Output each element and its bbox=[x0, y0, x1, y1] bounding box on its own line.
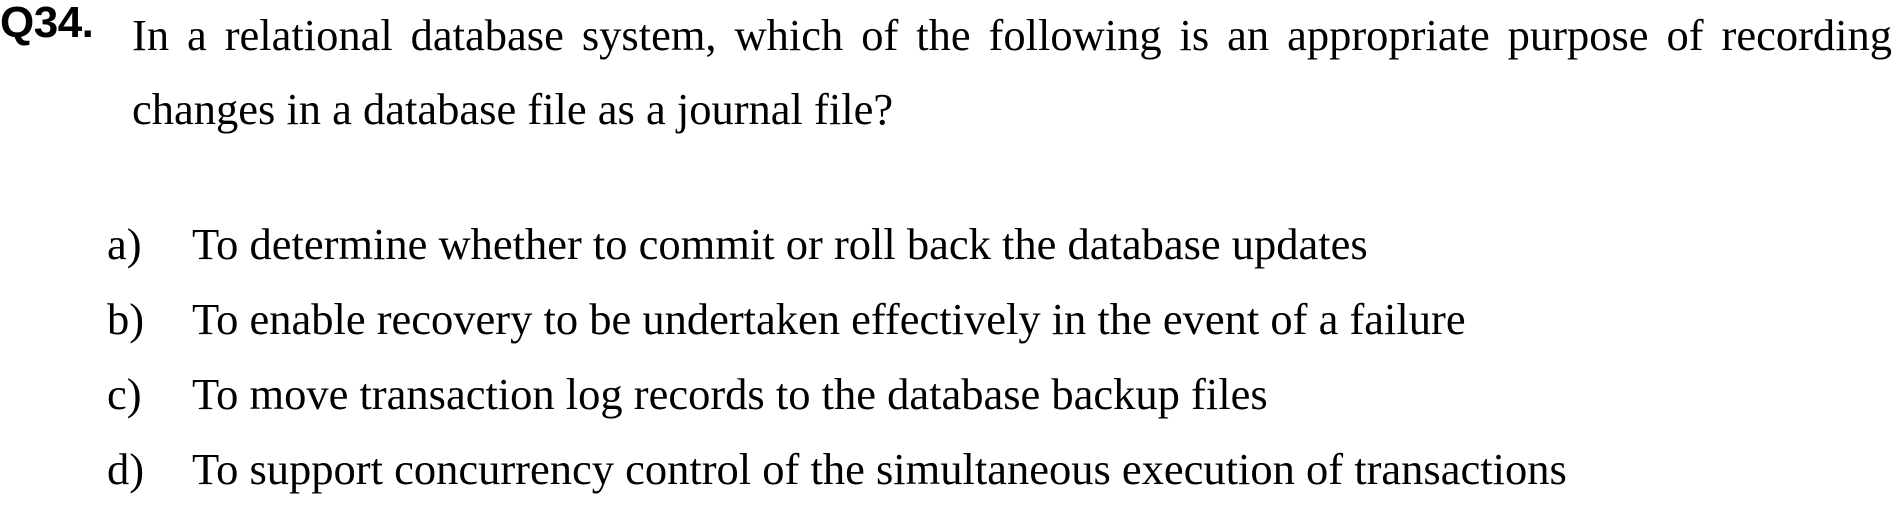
question-number: Q34. bbox=[0, 0, 94, 47]
option-d bbox=[0, 441, 1892, 516]
option-text: To enable recovery to be undertaken effectively in the event of a failure bbox=[192, 294, 1466, 344]
option-a bbox=[0, 216, 1892, 291]
option-letter: d) bbox=[107, 444, 145, 494]
option-letter: a) bbox=[107, 219, 142, 269]
option-text: To support concurrency control of the simultaneous execution of transactions bbox=[192, 444, 1567, 494]
option-b bbox=[0, 291, 1892, 366]
option-letter: c) bbox=[107, 369, 142, 419]
option-letter: b) bbox=[107, 294, 145, 344]
answer-options bbox=[0, 216, 1892, 516]
question-text: In a relational database system, which of the following is an appropriate purpose of recording changes in a database file as a journal file? bbox=[132, 10, 1892, 134]
option-text: To determine whether to commit or roll back the database updates bbox=[192, 219, 1368, 269]
option-text: To move transaction log records to the database backup files bbox=[192, 369, 1268, 419]
option-c bbox=[0, 366, 1892, 441]
